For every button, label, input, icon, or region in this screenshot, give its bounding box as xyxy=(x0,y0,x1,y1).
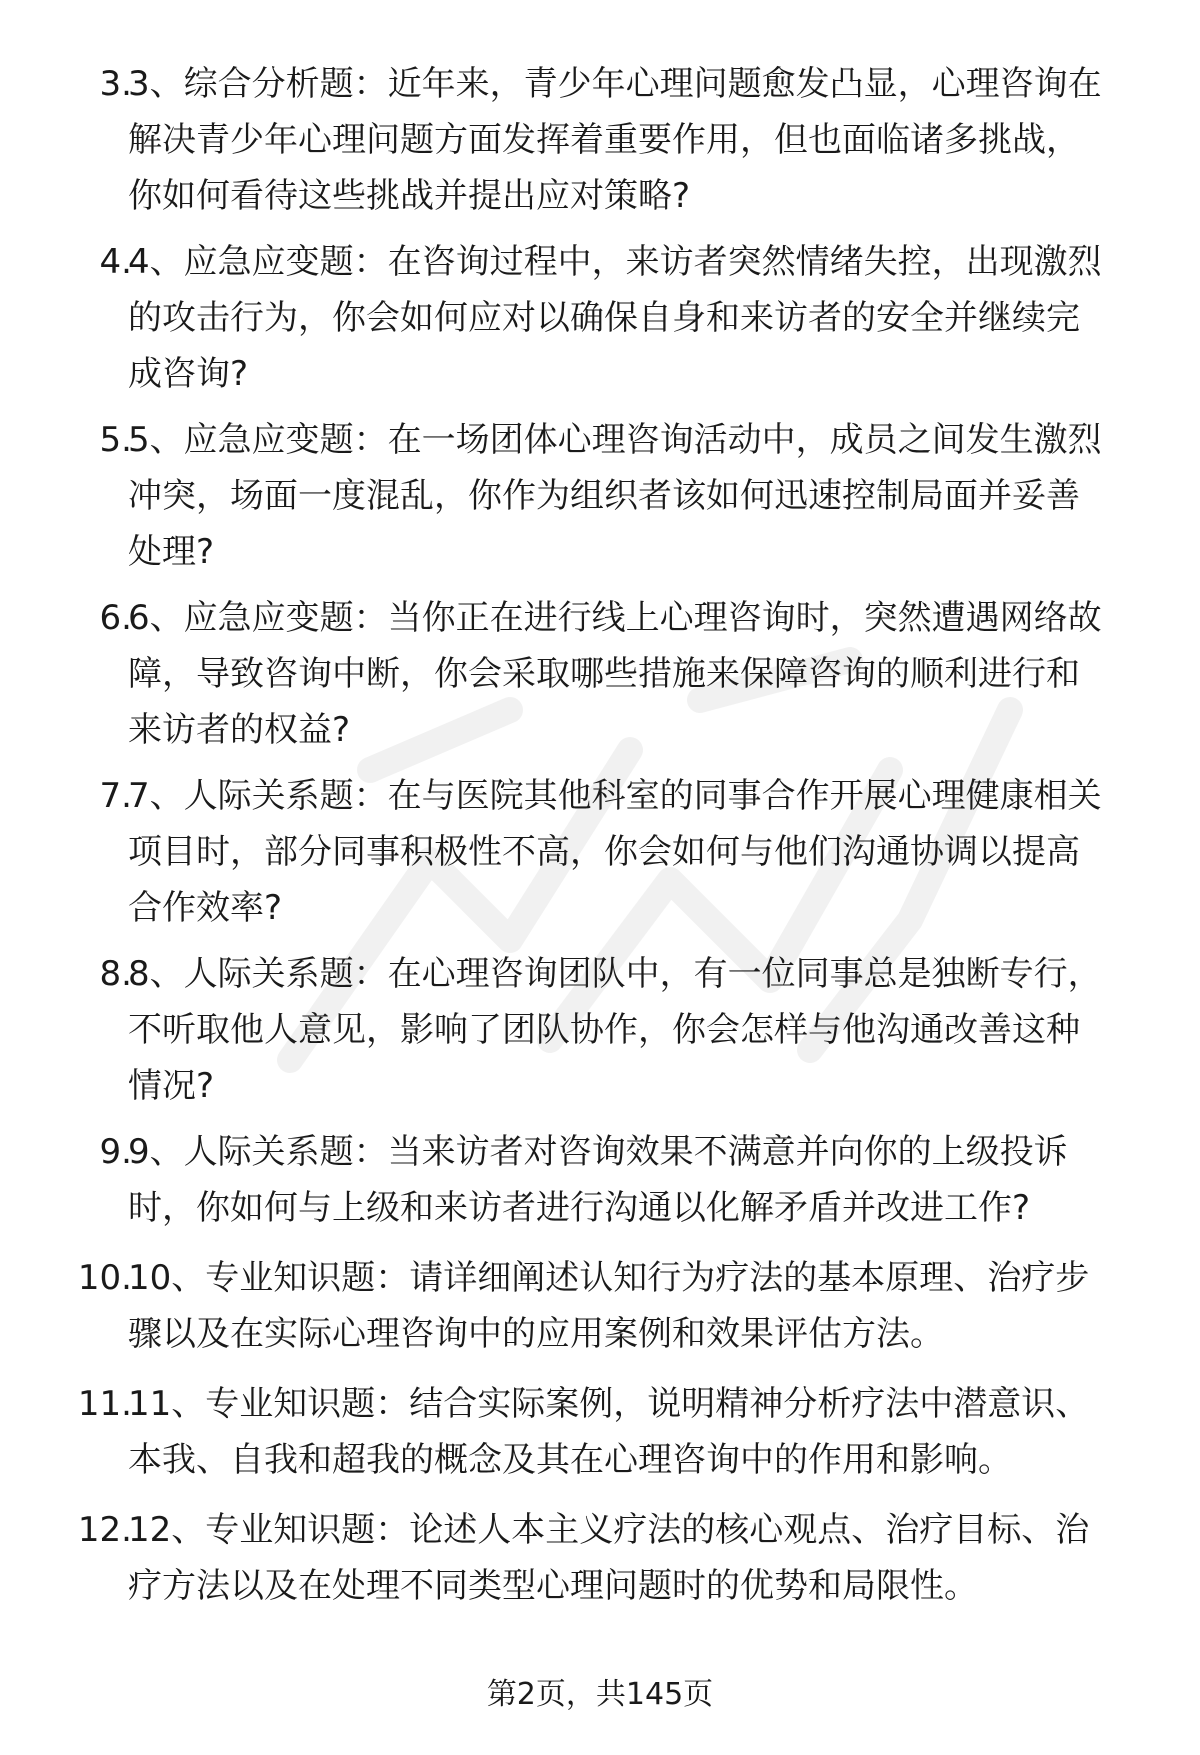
list-item-text xyxy=(128,1502,1158,1614)
list-item-text xyxy=(128,234,1158,402)
text-line: 解决青少年心理问题方面发挥着重要作用，但也面临诸多挑战， xyxy=(128,120,1080,160)
text-line: 11、专业知识题：结合实际案例，说明精神分析疗法中潜意识、 xyxy=(128,1384,1090,1424)
text-line: 骤以及在实际心理咨询中的应用案例和效果评估方法。 xyxy=(128,1314,944,1354)
text-line: 6、应急应变题：当你正在进行线上心理咨询时，突然遭遇网络故 xyxy=(128,598,1102,638)
text-line: 本我、自我和超我的概念及其在心理咨询中的作用和影响。 xyxy=(128,1440,1012,1480)
list-item-number: 4. xyxy=(99,242,132,282)
text-line: 合作效率? xyxy=(128,888,283,928)
list-item-text xyxy=(128,946,1158,1114)
text-line: 7、人际关系题：在与医院其他科室的同事合作开展心理健康相关 xyxy=(128,776,1102,816)
list-item-text xyxy=(128,1124,1158,1236)
text-line: 9、人际关系题：当来访者对咨询效果不满意并向你的上级投诉 xyxy=(128,1132,1068,1172)
text-line: 处理? xyxy=(128,532,215,572)
list-item xyxy=(0,946,1200,1114)
list-item xyxy=(0,590,1200,758)
list-item-number: 12. xyxy=(77,1510,132,1550)
text-line: 不听取他人意见，影响了团队协作，你会怎样与他沟通改善这种 xyxy=(128,1010,1080,1050)
list-item-text xyxy=(128,412,1158,580)
text-line: 8、人际关系题：在心理咨询团队中，有一位同事总是独断专行， xyxy=(128,954,1102,994)
text-line: 12、专业知识题：论述人本主义疗法的核心观点、治疗目标、治 xyxy=(128,1510,1090,1550)
text-line: 你如何看待这些挑战并提出应对策略? xyxy=(128,176,691,216)
list-item-number: 6. xyxy=(99,598,132,638)
text-line: 来访者的权益? xyxy=(128,710,351,750)
list-item-text xyxy=(128,1376,1158,1488)
text-line: 成咨询? xyxy=(128,354,249,394)
text-line: 4、应急应变题：在咨询过程中，来访者突然情绪失控，出现激烈 xyxy=(128,242,1102,282)
list-item xyxy=(0,56,1200,224)
text-line: 时，你如何与上级和来访者进行沟通以化解矛盾并改进工作? xyxy=(128,1188,1031,1228)
list-item xyxy=(0,234,1200,402)
text-line: 10、专业知识题：请详细阐述认知行为疗法的基本原理、治疗步 xyxy=(128,1258,1090,1298)
text-line: 疗方法以及在处理不同类型心理问题时的优势和局限性。 xyxy=(128,1566,978,1606)
text-line: 冲突，场面一度混乱，你作为组织者该如何迅速控制局面并妥善 xyxy=(128,476,1080,516)
list-item-text xyxy=(128,768,1158,936)
list-item-number: 8. xyxy=(99,954,132,994)
page-footer: 第2页，共145页 xyxy=(486,1677,714,1712)
list-item-number: 11. xyxy=(77,1384,132,1424)
list-item-number: 9. xyxy=(99,1132,132,1172)
list-item xyxy=(0,1502,1200,1614)
list-item xyxy=(0,1124,1200,1236)
text-line: 障，导致咨询中断，你会采取哪些措施来保障咨询的顺利进行和 xyxy=(128,654,1080,694)
question-list xyxy=(0,56,1200,1628)
list-item xyxy=(0,412,1200,580)
list-item xyxy=(0,1376,1200,1488)
list-item xyxy=(0,768,1200,936)
text-line: 5、应急应变题：在一场团体心理咨询活动中，成员之间发生激烈 xyxy=(128,420,1102,460)
text-line: 3、综合分析题：近年来，青少年心理问题愈发凸显，心理咨询在 xyxy=(128,64,1102,104)
list-item-number: 5. xyxy=(99,420,132,460)
text-line: 项目时，部分同事积极性不高，你会如何与他们沟通协调以提高 xyxy=(128,832,1080,872)
list-item-number: 10. xyxy=(77,1258,132,1298)
text-line: 情况? xyxy=(128,1066,215,1106)
list-item-text xyxy=(128,56,1158,224)
list-item-text xyxy=(128,1250,1158,1362)
list-item-number: 7. xyxy=(99,776,132,816)
list-item-text xyxy=(128,590,1158,758)
list-item-number: 3. xyxy=(99,64,132,104)
list-item xyxy=(0,1250,1200,1362)
text-line: 的攻击行为，你会如何应对以确保自身和来访者的安全并继续完 xyxy=(128,298,1080,338)
